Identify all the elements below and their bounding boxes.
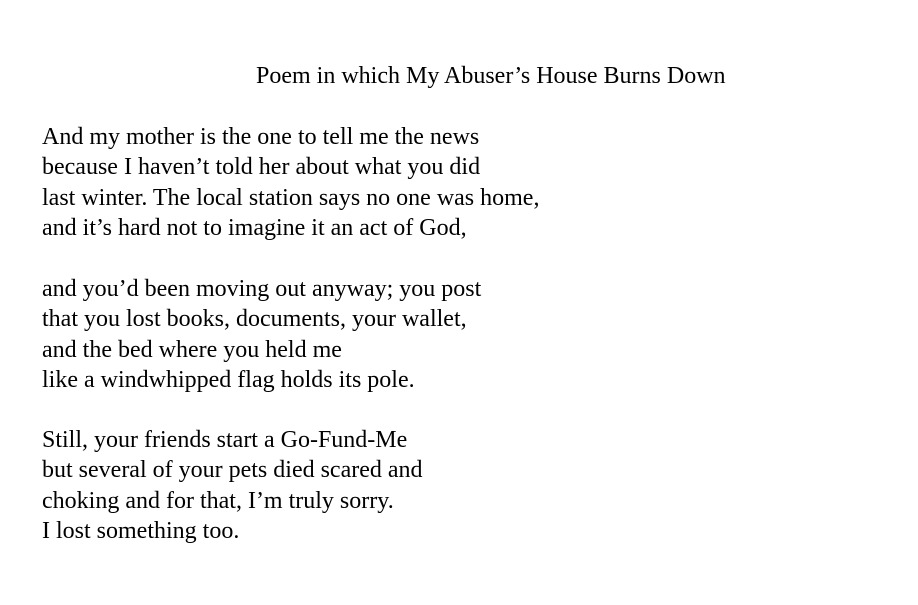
poem-line: like a windwhipped flag holds its pole. xyxy=(42,366,415,393)
poem-line: Still, your friends start a Go-Fund-Me xyxy=(42,427,408,453)
poem-line: and you’d been moving out anyway; you post xyxy=(42,276,482,302)
poem-line: and the bed where you held me xyxy=(42,336,342,363)
poem-line: and it’s hard not to imagine it an act of God, xyxy=(42,214,467,241)
poem-line: I lost something too. xyxy=(42,517,240,544)
stanza-2 xyxy=(42,274,481,395)
poem-line: but several of your pets died scared and xyxy=(42,457,423,484)
poem-line: that you lost books, documents, your wallet, xyxy=(42,306,467,333)
poem-line: choking and for that, I’m truly sorry. xyxy=(42,487,394,514)
poem-title: Poem in which My Abuser’s House Burns Down xyxy=(256,63,726,89)
stanza-1 xyxy=(42,122,539,243)
poem-line: last winter. The local station says no one was home, xyxy=(42,184,540,211)
poem-line: And my mother is the one to tell me the news xyxy=(42,124,480,150)
stanza-3 xyxy=(42,425,423,546)
poem-line: because I haven’t told her about what you did xyxy=(42,154,481,181)
